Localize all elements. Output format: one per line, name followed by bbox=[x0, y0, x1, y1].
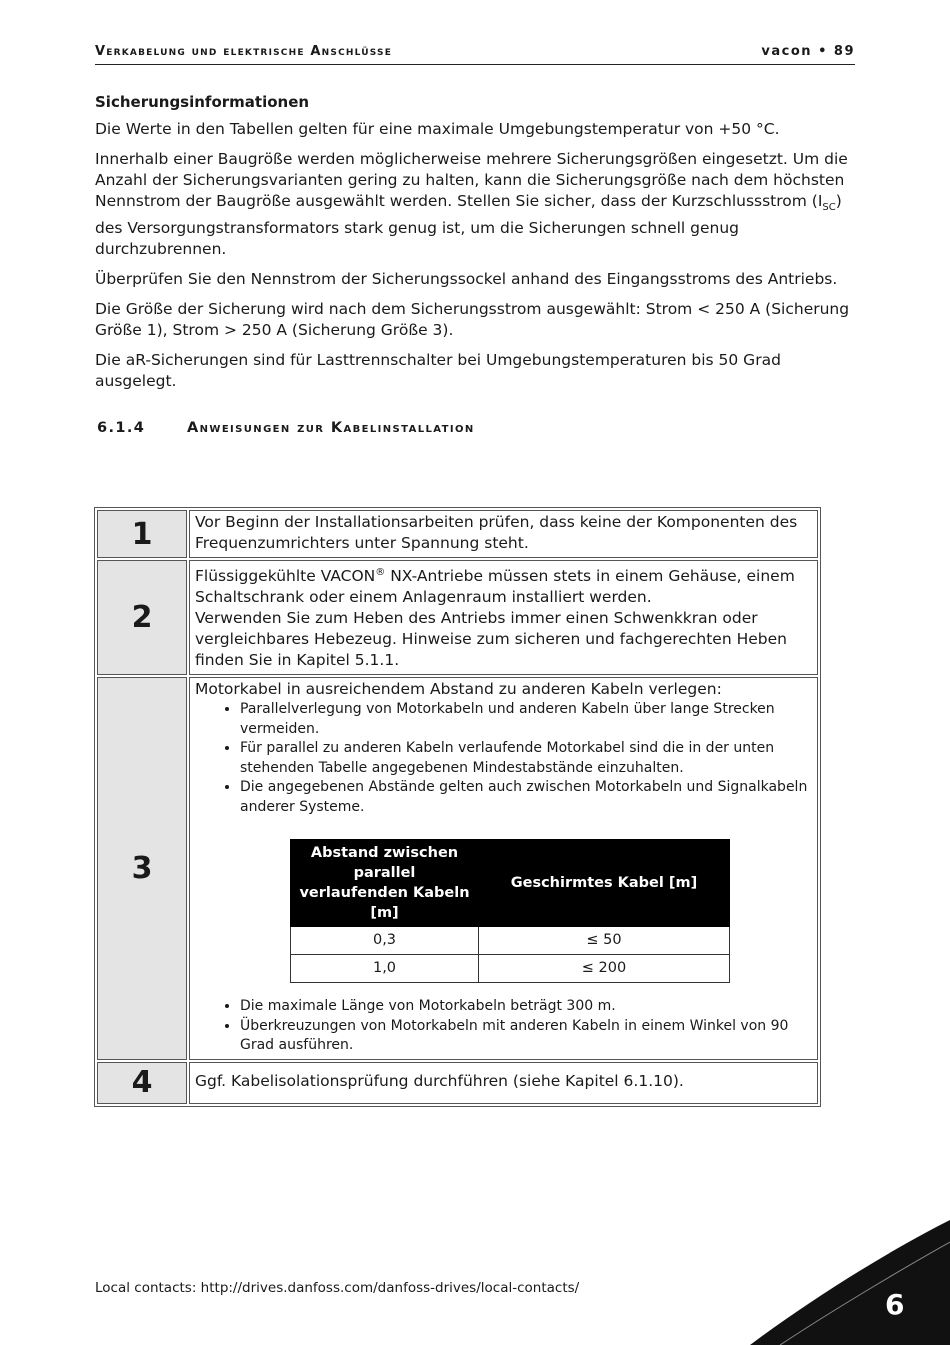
fuse-para-3: Überprüfen Sie den Nennstrom der Sicherungssockel anhand des Eingangsstroms des Antriebs. bbox=[95, 270, 838, 289]
table-row bbox=[291, 955, 730, 983]
isc-subscript: SC bbox=[822, 202, 836, 214]
fuse-para-2-text-end: ) des Versorgungstransformators stark genug ist, um die Sicherungen schnell genug durchzubrennen. bbox=[95, 192, 842, 259]
step-number: 1 bbox=[97, 510, 187, 558]
section-heading bbox=[97, 420, 475, 436]
fuse-para-2-text: Innerhalb einer Baugröße werden möglicherweise mehrere Sicherungsgrößen eingesetzt. Um die Anzahl der Sicherungsvarianten gering zu halten, kann die Sicherungsgröße nach dem höchsten Nennstrom der Baugröße ausgewählt werden. Stellen Sie sicher, dass der Kurzschlussstrom (I bbox=[95, 150, 848, 210]
step-row bbox=[97, 1062, 818, 1104]
page-header bbox=[95, 44, 855, 65]
bullet-list bbox=[195, 997, 812, 1056]
table-cell: 0,3 bbox=[291, 927, 479, 955]
step-row bbox=[97, 510, 818, 558]
fuse-info-section bbox=[95, 92, 857, 401]
step-2-line-2: Verwenden Sie zum Heben des Antriebs immer einen Schwenkkran oder vergleichbares Hebezeug. Hinweise zum sicheren und fachgerechten Heben finden Sie in Kapitel 5.1.1. bbox=[195, 609, 787, 670]
table-cell: 1,0 bbox=[291, 955, 479, 983]
step-2-text-b: NX-Antriebe müssen stets in einem Gehäuse, einem Schaltschrank oder einem Anlagenraum installiert werden. bbox=[195, 567, 795, 607]
fuse-para-4: Die Größe der Sicherung wird nach dem Sicherungsstrom ausgewählt: Strom < 250 A (Sicherung Größe 1), Strom > 250 A (Sicherung Größe 3). bbox=[95, 300, 850, 340]
corner-tab-shape bbox=[750, 1220, 950, 1345]
fuse-para-2 bbox=[95, 149, 857, 260]
brand-page-number: vacon • 89 bbox=[761, 44, 855, 59]
cable-distance-table bbox=[290, 839, 730, 983]
list-item: • Die maximale Länge von Motorkabeln beträgt 300 m. bbox=[240, 997, 812, 1017]
fuse-para-5: Die aR-Sicherungen sind für Lasttrennschalter bei Umgebungstemperaturen bis 50 Grad ausgelegt. bbox=[95, 351, 781, 391]
chapter-tab-number: 6 bbox=[885, 1288, 905, 1321]
table-cell: ≤ 200 bbox=[479, 955, 730, 983]
column-header: Geschirmtes Kabel [m] bbox=[479, 840, 730, 927]
chapter-title: Verkabelung und elektrische Anschlüsse bbox=[95, 44, 393, 59]
table-row bbox=[291, 927, 730, 955]
step-text: Ggf. Kabelisolationsprüfung durchführen (siehe Kapitel 6.1.10). bbox=[189, 1062, 818, 1104]
list-item: • Parallelverlegung von Motorkabeln und anderen Kabeln über lange Strecken vermeiden. bbox=[240, 700, 812, 739]
bullet-list bbox=[195, 700, 812, 817]
column-header: Abstand zwischen parallel verlaufenden Kabeln [m] bbox=[291, 840, 479, 927]
fuse-info-title: Sicherungsinformationen bbox=[95, 93, 310, 111]
step-row bbox=[97, 560, 818, 675]
fuse-para-1: Die Werte in den Tabellen gelten für eine maximale Umgebungstemperatur von +50 °C. bbox=[95, 120, 780, 138]
step-number: 3 bbox=[97, 677, 187, 1060]
installation-steps-table bbox=[94, 507, 821, 1107]
section-number: 6.1.4 bbox=[97, 420, 146, 436]
step-row bbox=[97, 677, 818, 1060]
local-contacts: Local contacts: http://drives.danfoss.com/danfoss-drives/local-contacts/ bbox=[95, 1280, 580, 1296]
step-text bbox=[189, 677, 818, 1060]
step-text: Vor Beginn der Installationsarbeiten prüfen, dass keine der Komponenten des Frequenzumrichters unter Spannung steht. bbox=[189, 510, 818, 558]
step-3-intro: Motorkabel in ausreichendem Abstand zu anderen Kabeln verlegen: bbox=[195, 680, 722, 699]
step-2-text-a: Flüssiggekühlte VACON bbox=[195, 567, 376, 586]
list-item: • Die angegebenen Abstände gelten auch zwischen Motorkabeln und Signalkabeln anderer Systeme. bbox=[240, 778, 812, 817]
step-2-line-1 bbox=[195, 562, 812, 608]
list-item: • Für parallel zu anderen Kabeln verlaufende Motorkabel sind die in der unten stehenden Tabelle angegebenen Mindestabstände einzuhalten. bbox=[240, 739, 812, 778]
table-cell: ≤ 50 bbox=[479, 927, 730, 955]
step-number: 4 bbox=[97, 1062, 187, 1104]
step-number: 2 bbox=[97, 560, 187, 675]
step-text bbox=[189, 560, 818, 675]
registered-mark: ® bbox=[375, 567, 386, 578]
list-item: • Überkreuzungen von Motorkabeln mit anderen Kabeln in einem Winkel von 90 Grad ausführen. bbox=[240, 1017, 812, 1056]
section-title: Anweisungen zur Kabelinstallation bbox=[187, 420, 475, 436]
